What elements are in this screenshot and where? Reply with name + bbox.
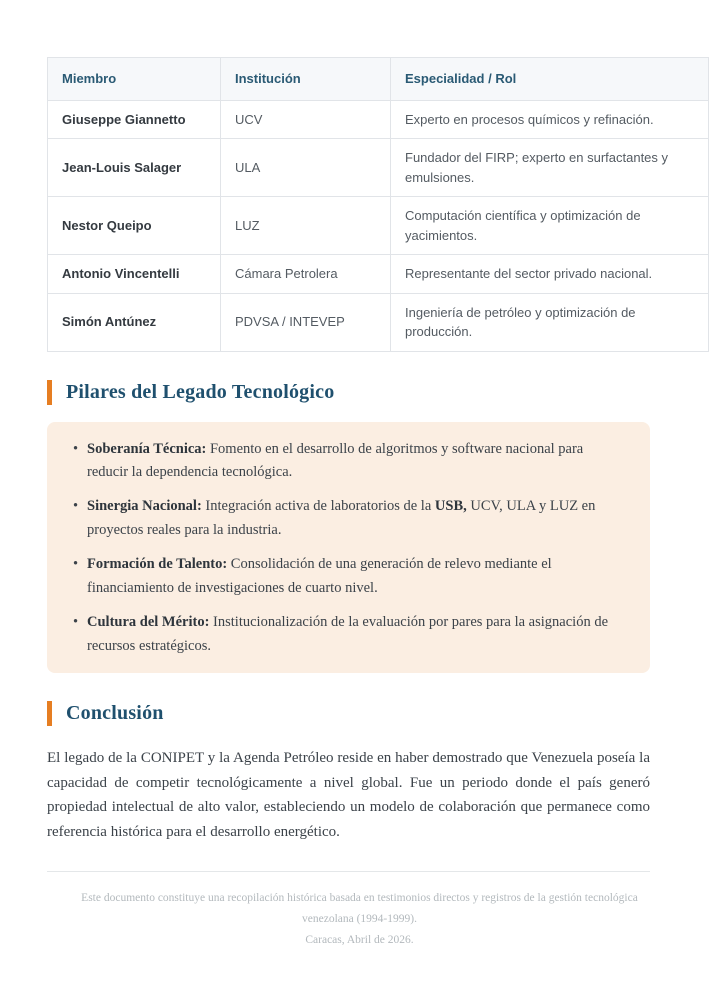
column-header-institucion: Institución xyxy=(221,58,391,101)
role-cell: Ingeniería de petróleo y optimización de producción. xyxy=(391,293,709,351)
pilar-list-item xyxy=(73,495,624,543)
member-cell: Jean-Louis Salager xyxy=(48,139,221,197)
footer-divider xyxy=(47,871,650,872)
pilares-bullet-list xyxy=(73,438,624,659)
pilares-heading: Pilares del Legado Tecnológico xyxy=(66,380,335,403)
role-cell: Experto en procesos químicos y refinación. xyxy=(391,100,709,139)
section-conclusion-title xyxy=(47,701,650,726)
accent-bar-icon xyxy=(47,701,52,726)
institution-cell: PDVSA / INTEVEP xyxy=(221,293,391,351)
conclusion-paragraph: El legado de la CONIPET y la Agenda Petróleo reside en haber demostrado que Venezuela poseía la capacidad de competir tecnológicamente a nivel global. Fue un periodo donde el país generó propiedad intelectual de alto valor, estableciendo un modelo de colaboración que permanece como referencia histórica para el desarrollo energético. xyxy=(47,749,650,841)
pilar-description: Fomento en el desarrollo de algoritmos y software nacional para reducir la dependencia tecnológica. xyxy=(87,440,584,481)
table-header-row xyxy=(48,58,709,101)
pilar-description: UCV, ULA y LUZ en proyectos reales para la industria. xyxy=(87,498,596,539)
member-cell: Giuseppe Giannetto xyxy=(48,100,221,139)
pilar-term: Soberanía Técnica: xyxy=(87,440,207,457)
member-cell: Nestor Queipo xyxy=(48,197,221,255)
pilar-term: Sinergia Nacional: xyxy=(87,498,202,515)
pilar-list-item xyxy=(73,553,624,601)
pilares-highlight-box xyxy=(47,422,650,673)
pilar-description: Consolidación de una generación de relevo mediante el financiamiento de investigaciones de cuarto nivel. xyxy=(87,556,552,597)
footer-date: Caracas, Abril de 2026. xyxy=(305,934,414,947)
members-table-header xyxy=(48,58,709,101)
pilar-list-item xyxy=(73,611,624,659)
table-row xyxy=(48,100,709,139)
pilar-list-item xyxy=(73,438,624,486)
role-cell: Computación científica y optimización de yacimientos. xyxy=(391,197,709,255)
conclusion-heading: Conclusión xyxy=(66,701,164,724)
main-content xyxy=(47,380,650,845)
role-cell: Fundador del FIRP; experto en surfactantes y emulsiones. xyxy=(391,139,709,197)
column-header-miembro: Miembro xyxy=(48,58,221,101)
role-cell: Representante del sector privado nacional. xyxy=(391,255,709,294)
member-cell: Simón Antúnez xyxy=(48,293,221,351)
institution-cell: Cámara Petrolera xyxy=(221,255,391,294)
institution-cell: UCV xyxy=(221,100,391,139)
table-row xyxy=(48,197,709,255)
column-header-especialidad: Especialidad / Rol xyxy=(391,58,709,101)
pilar-term: USB, xyxy=(434,498,467,515)
document-footer xyxy=(47,888,672,952)
footer-note: Este documento constituye una recopilación histórica basada en testimonios directos y registros de la gestión tecnológica venezolana (1994-1999). xyxy=(81,891,638,926)
document-page xyxy=(0,57,720,995)
table-row xyxy=(48,139,709,197)
member-cell: Antonio Vincentelli xyxy=(48,255,221,294)
pilar-term: Cultura del Mérito: xyxy=(87,614,210,631)
accent-bar-icon xyxy=(47,380,52,405)
members-table xyxy=(47,57,709,352)
table-row xyxy=(48,293,709,351)
pilar-description: Integración activa de laboratorios de la xyxy=(201,498,435,515)
members-table-body xyxy=(48,100,709,351)
table-row xyxy=(48,255,709,294)
pilar-description: Institucionalización de la evaluación por pares para la asignación de recursos estratégicos. xyxy=(87,614,609,654)
section-pilares-title xyxy=(47,380,650,405)
institution-cell: LUZ xyxy=(221,197,391,255)
pilar-term: Formación de Talento: xyxy=(87,556,228,573)
institution-cell: ULA xyxy=(221,139,391,197)
members-table-container xyxy=(47,57,708,352)
